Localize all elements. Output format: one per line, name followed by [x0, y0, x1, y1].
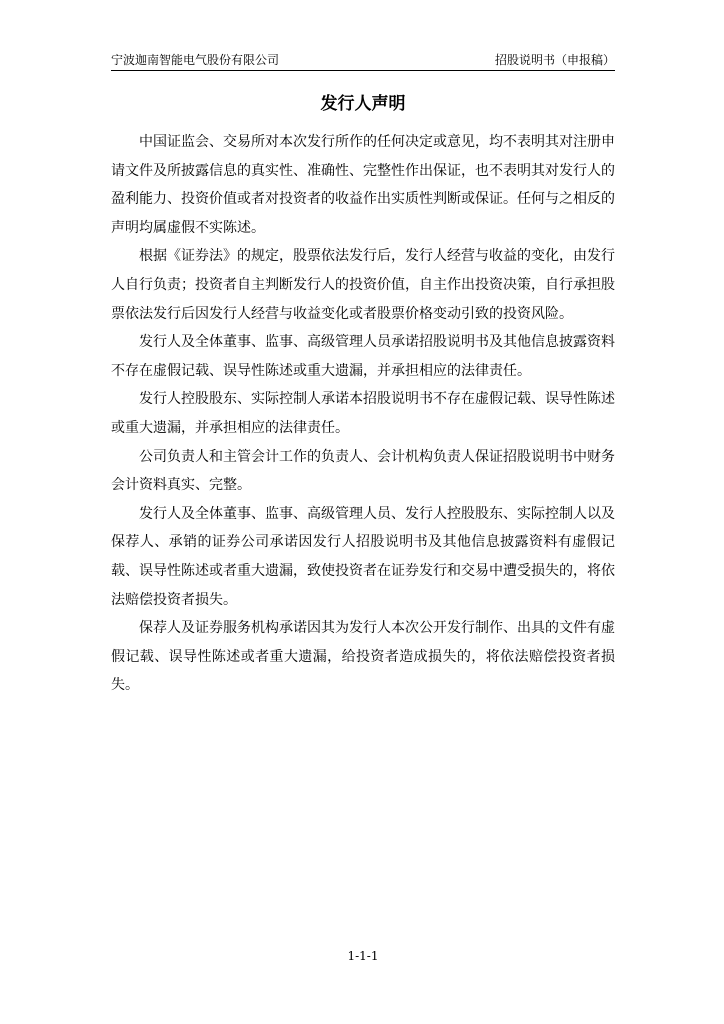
paragraph-directors-commitment: 发行人及全体董事、监事、高级管理人员承诺招股说明书及其他信息披露资料不存在虚假记载、误导性陈述或重大遗漏，并承担相应的法律责任。 — [111, 334, 615, 379]
paragraph-financial-data-guarantee: 公司负责人和主管会计工作的负责人、会计机构负责人保证招股说明书中财务会计资料真实、完整。 — [111, 448, 615, 494]
header-divider — [111, 70, 615, 71]
page-number: 1-1-1 — [347, 949, 379, 963]
paragraph-securities-law-risk: 根据《证券法》的规定，股票依法发行后，发行人经营与收益的变化，由发行人自行负责；投资者自主判断发行人的投资价值，自主作出投资决策，自行承担股票依法发行后因发行人经营与收益变化或者股票价格变动引致的投资风险。 — [111, 248, 615, 322]
page-header — [111, 52, 615, 68]
page-title: 发行人声明 — [320, 94, 406, 114]
declaration-body — [111, 128, 615, 700]
paragraph-compensation-commitment: 发行人及全体董事、监事、高级管理人员、发行人控股股东、实际控制人以及保荐人、承销的证券公司承诺因发行人招股说明书及其他信息披露资料有虚假记载、误导性陈述或者重大遗漏，致使投资者在证券发行和交易中遭受损失的，将依法赔偿投资者损失。 — [111, 505, 615, 608]
paragraph-sponsor-commitment: 保荐人及证券服务机构承诺因其为发行人本次公开发行制作、出具的文件有虚假记载、误导性陈述或者重大遗漏，给投资者造成损失的，将依法赔偿投资者损失。 — [111, 620, 615, 694]
paragraph-controlling-shareholder-commitment: 发行人控股股东、实际控制人承诺本招股说明书不存在虚假记载、误导性陈述或重大遗漏，并承担相应的法律责任。 — [111, 391, 615, 436]
header-document-type: 招股说明书（申报稿） — [494, 53, 615, 67]
paragraph-regulator-disclaimer: 中国证监会、交易所对本次发行所作的任何决定或意见，均不表明其对注册申请文件及所披露信息的真实性、准确性、完整性作出保证，也不表明其对发行人的盈利能力、投资价值或者对投资者的收益作出实质性判断或保证。任何与之相反的声明均属虚假不实陈述。 — [111, 134, 615, 236]
header-company-name: 宁波迦南智能电气股份有限公司 — [111, 53, 280, 67]
